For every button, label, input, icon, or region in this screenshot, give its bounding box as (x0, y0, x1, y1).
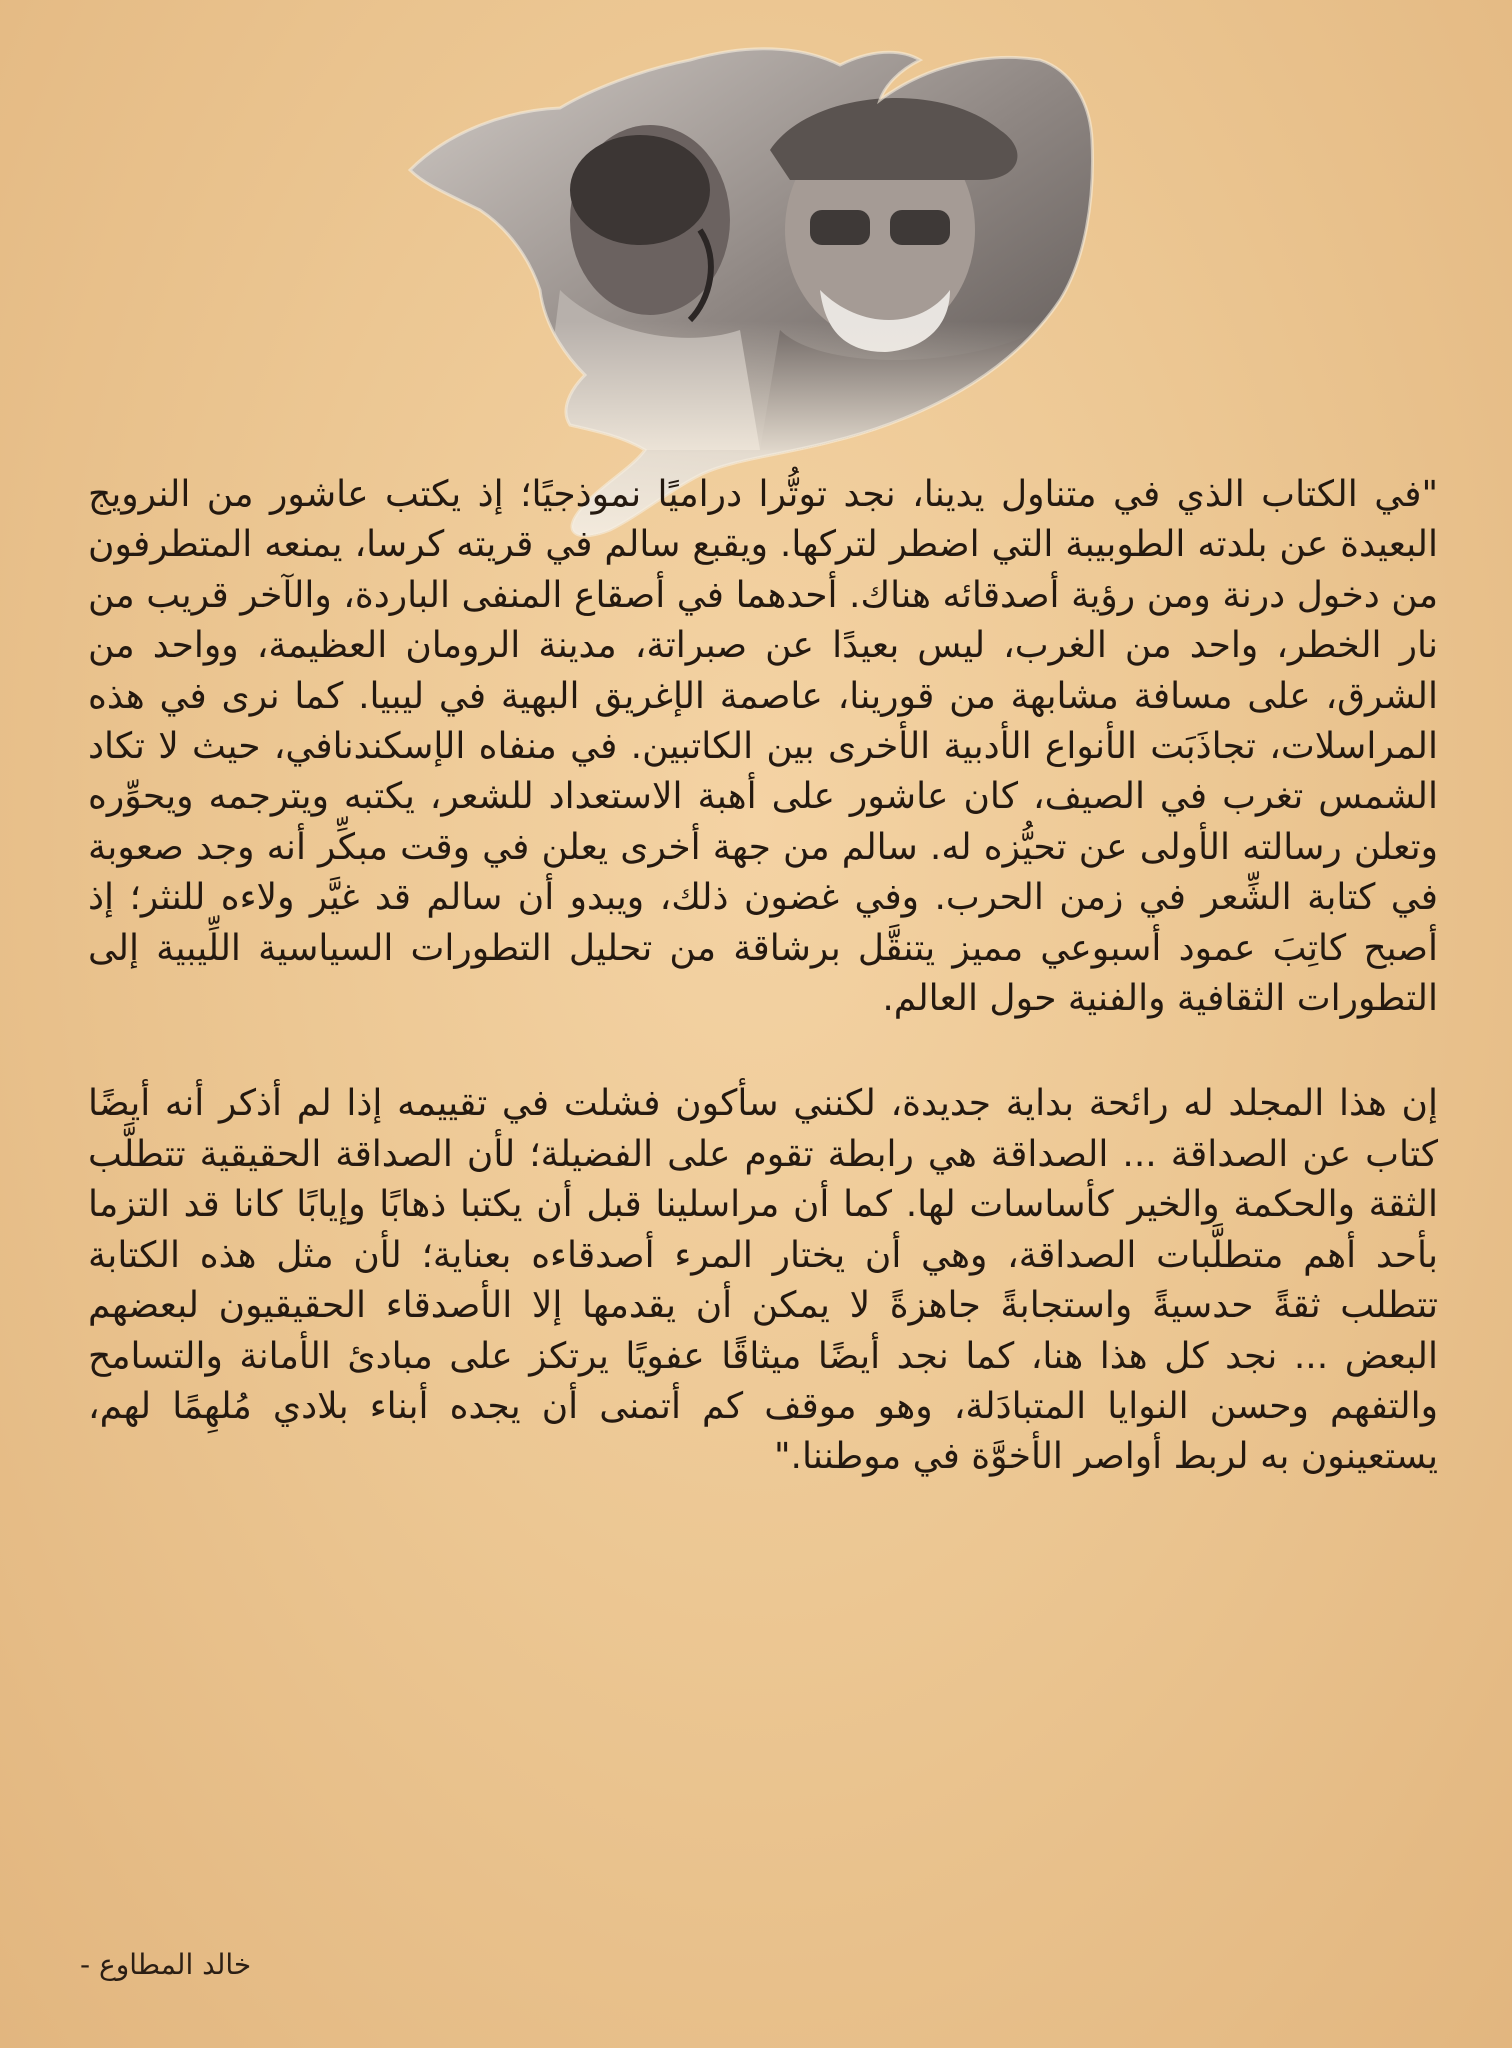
blurb-paragraph-2: إن هذا المجلد له رائحة بداية جديدة، لكنني سأكون فشلت في تقييمه إذا لم أذكر أنه أيضًا كتاب عن الصداقة ... الصداقة هي رابطة تقوم على الفضيلة؛ لأن الصداقة الحقيقية تتطلَّب الثقة والحكمة والخير كأساسات لها. كما أن مراسلينا قبل أن يكتبا ذهابًا وإيابًا كانا قد التزما بأحد أهم متطلَّبات الصداقة، وهي أن يختار المرء أصدقاءه بعناية؛ لأن مثل هذه الكتابة تتطلب ثقةً حدسيةً واستجابةً جاهزةً لا يمكن أن يقدمها إلا الأصدقاء الحقيقيون لبعضهم البعض ... نجد كل هذا هنا، كما نجد أيضًا ميثاقًا عفويًا يرتكز على مبادئ الأمانة والتسامح والتفهم وحسن النوايا المتبادَلة، وهو موقف كم أتمنى أن يجده أبناء بلادي مُلهِمًا لهم، يستعينون به لربط أواصر الأخوَّة في موطننا." (88, 1083, 1438, 1478)
author-signature: - خالد المطاوع (80, 1948, 252, 1981)
blurb-paragraph-1: "في الكتاب الذي في متناول يدينا، نجد توتُّرا دراميًا نموذجيًا؛ إذ يكتب عاشور من النرويج البعيدة عن بلدته الطوبيبة التي اضطر لتركها. ويقبع سالم في قريته كرسا، يمنعه المتطرفون من دخول درنة ومن رؤية أصدقائه هناك. أحدهما في أصقاع المنفى الباردة، والآخر قريب من نار الخطر، واحد من الغرب، ليس بعيدًا عن صبراتة، مدينة الرومان العظيمة، وواحد من الشرق، على مسافة مشابهة من قورينا، عاصمة الإغريق البهية في ليبيا. كما نرى في هذه المراسلات، تجاذَبَت الأنواع الأدبية الأخرى بين الكاتبين. في منفاه الإسكندنافي، حيث لا تكاد الشمس تغرب في الصيف، كان عاشور على أهبة الاستعداد للشعر، يكتبه ويترجمه ويحوِّره وتعلن رسالته الأولى عن تحيُّزه له. سالم من جهة أخرى يعلن في وقت مبكِّر أنه وجد صعوبة في كتابة الشِّعر في زمن الحرب. وفي غضون ذلك، ويبدو أن سالم قد غيَّر ولاءه للنثر؛ إذ أصبح كاتِبَ عمود أسبوعي مميز يتنقَّل برشاقة من تحليل التطورات السياسية اللِّيبية إلى التطورات الثقافية والفنية حول العالم. (88, 474, 1438, 1020)
blurb-text (88, 470, 1438, 1483)
